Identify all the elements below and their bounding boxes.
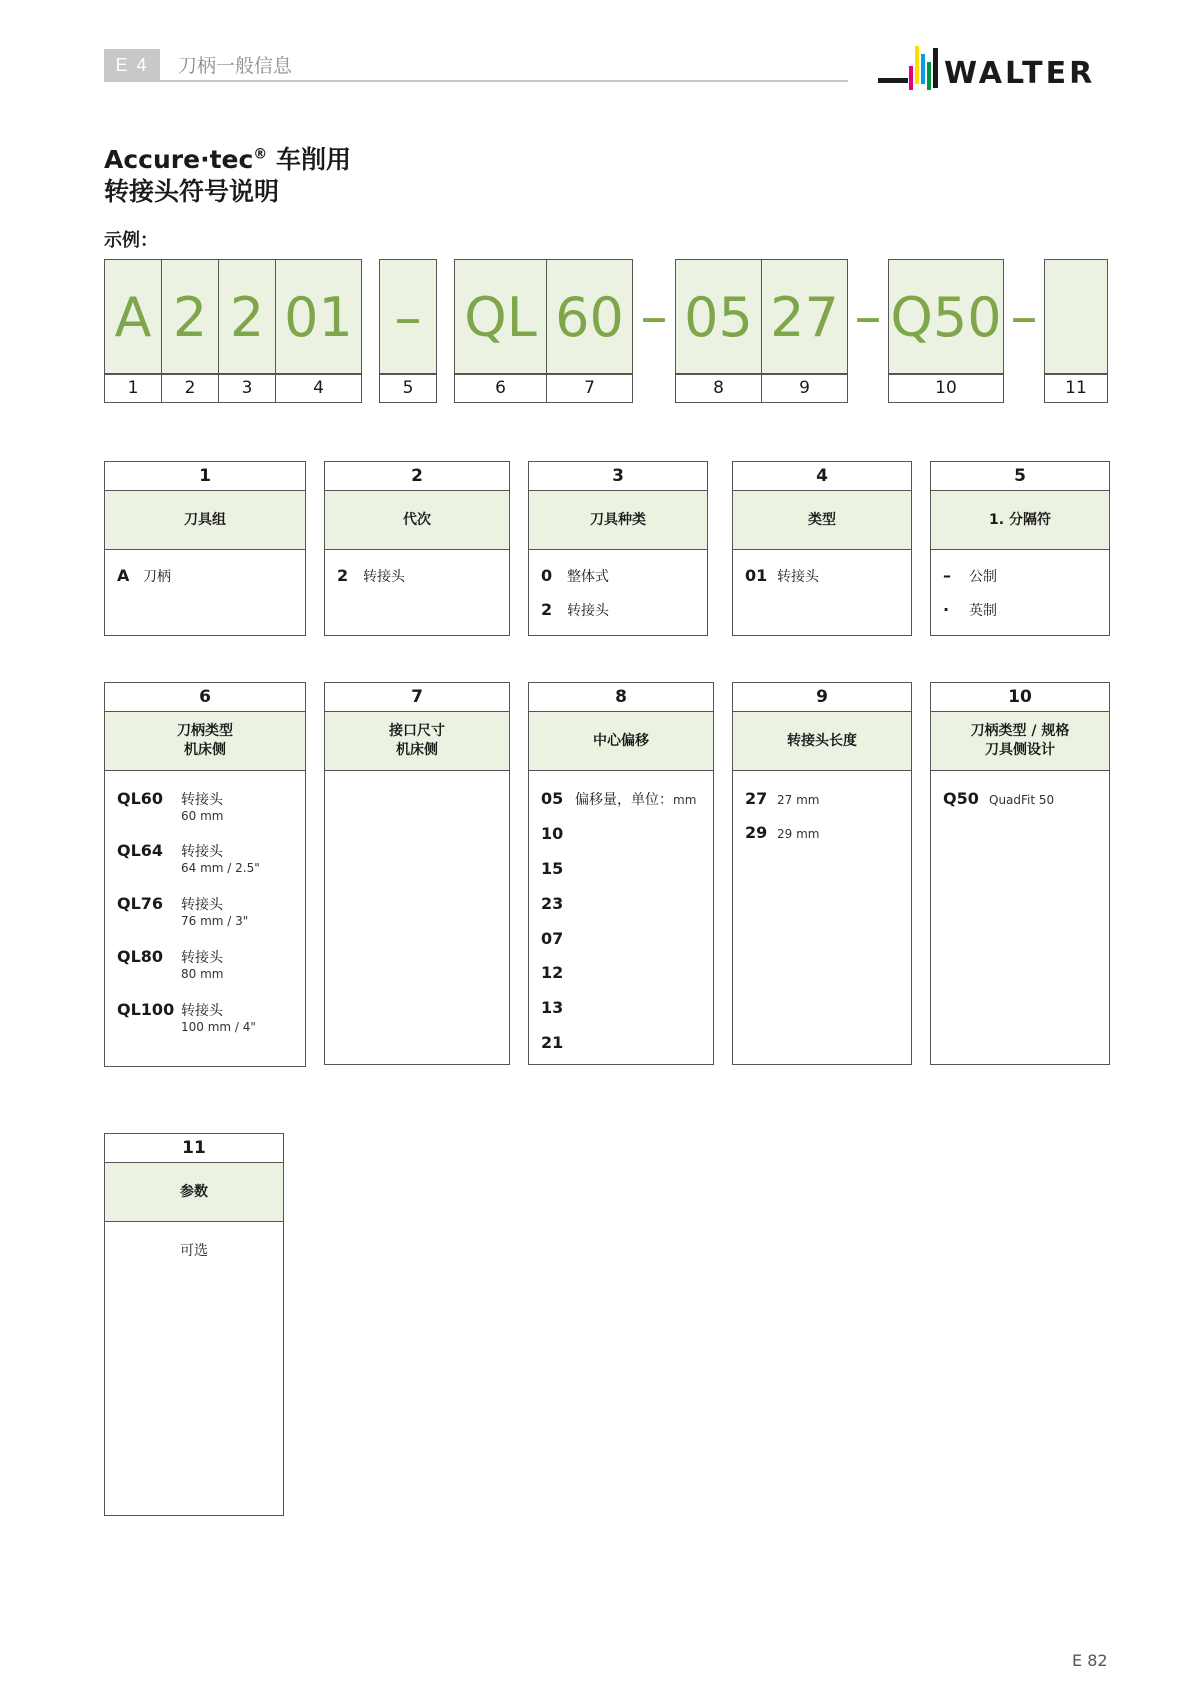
box-separator	[930, 461, 1110, 636]
box-heading	[931, 712, 1109, 771]
heading-line1: 刀柄类型 / 规格	[970, 723, 1070, 739]
box-generation	[324, 461, 510, 636]
registered-mark: ®	[253, 146, 268, 163]
example-separator-1: –	[640, 285, 668, 348]
code: QL64	[117, 841, 164, 860]
example-cell-7: 60	[546, 259, 633, 374]
box-number: 9	[733, 683, 911, 712]
code: 15	[541, 859, 564, 878]
code: 0	[541, 566, 553, 585]
description: QuadFit 50	[989, 793, 1055, 807]
list-item	[541, 859, 563, 878]
example-cell-6: QL	[454, 259, 547, 374]
list-item	[943, 789, 1054, 808]
example-num-9: 9	[761, 374, 848, 403]
code: 12	[541, 963, 564, 982]
box-shank-type-machine	[104, 682, 306, 1067]
description: 29 mm	[777, 827, 820, 841]
box-heading: 1. 分隔符	[931, 491, 1109, 550]
description: 转接头	[567, 603, 609, 619]
section-badge: E 4	[104, 49, 160, 81]
walter-logo-mark	[878, 44, 948, 106]
code: ·	[943, 600, 950, 619]
box-number: 2	[325, 462, 509, 491]
code: QL100	[117, 1000, 175, 1019]
box-tool-kind	[528, 461, 708, 636]
box-heading: 刀具组	[105, 491, 305, 550]
box-type	[732, 461, 912, 636]
box-number: 11	[105, 1134, 283, 1163]
code: A	[117, 566, 130, 585]
list-item	[541, 824, 563, 843]
example-num-4: 4	[275, 374, 362, 403]
example-num-8: 8	[675, 374, 762, 403]
example-cell-11	[1044, 259, 1108, 374]
example-cell-1: A	[104, 259, 162, 374]
example-num-7: 7	[546, 374, 633, 403]
list-item	[117, 947, 223, 982]
title-rest: 车削用	[267, 145, 352, 174]
code: 2	[337, 566, 349, 585]
list-item	[117, 1000, 256, 1035]
box-parameter	[104, 1133, 284, 1516]
list-item	[943, 566, 997, 586]
description: 转接头	[181, 844, 223, 860]
box-center-offset	[528, 682, 714, 1065]
box-number: 1	[105, 462, 305, 491]
list-item	[541, 998, 563, 1017]
list-item	[117, 894, 248, 929]
box-number: 10	[931, 683, 1109, 712]
section-title: 刀柄一般信息	[178, 55, 293, 77]
code: QL60	[117, 789, 164, 808]
example-cell-5: –	[379, 259, 437, 374]
code: QL80	[117, 947, 164, 966]
example-cell-3: 2	[218, 259, 276, 374]
description: 偏移量，单位：	[575, 792, 673, 808]
description: 整体式	[567, 569, 609, 585]
box-number: 4	[733, 462, 911, 491]
example-cell-9: 27	[761, 259, 848, 374]
example-num-10: 10	[888, 374, 1004, 403]
optional-text: 可选	[180, 1243, 208, 1259]
heading-line1: 接口尺寸	[389, 723, 445, 739]
box-heading: 转接头长度	[733, 712, 911, 771]
heading-line2: 机床侧	[184, 742, 226, 758]
list-item	[117, 841, 260, 876]
example-separator-3: –	[1010, 285, 1038, 348]
list-item	[541, 566, 609, 586]
example-num-3: 3	[218, 374, 276, 403]
page-number: E 82	[1072, 1651, 1108, 1670]
title-brand: Accure·tec	[104, 145, 254, 174]
dimension: 100 mm / 4"	[181, 1020, 256, 1034]
code: 23	[541, 894, 564, 913]
walter-logo-text: WALTER	[944, 56, 1096, 91]
header-divider	[104, 80, 848, 82]
list-item	[943, 600, 997, 620]
box-number: 8	[529, 683, 713, 712]
box-heading: 刀具种类	[529, 491, 707, 550]
code: 05	[541, 789, 564, 808]
list-item	[541, 963, 563, 982]
dimension: 80 mm	[181, 967, 224, 981]
heading-line2: 刀具侧设计	[985, 742, 1055, 758]
box-heading: 类型	[733, 491, 911, 550]
example-num-1: 1	[104, 374, 162, 403]
box-heading	[105, 712, 305, 771]
example-separator-2: –	[854, 285, 882, 348]
list-item	[117, 789, 223, 824]
box-interface-size	[324, 682, 510, 1065]
box-number: 6	[105, 683, 305, 712]
box-heading: 中心偏移	[529, 712, 713, 771]
box-heading	[325, 712, 509, 771]
page-title-line2: 转接头符号说明	[104, 177, 280, 206]
code: 01	[745, 566, 768, 585]
description: 转接头	[181, 792, 223, 808]
dimension: 76 mm / 3"	[181, 914, 249, 928]
box-adapter-length	[732, 682, 912, 1065]
example-cell-2: 2	[161, 259, 219, 374]
description: 转接头	[181, 1003, 223, 1019]
page-title-line1	[104, 140, 351, 176]
box-heading: 参数	[105, 1163, 283, 1222]
list-item	[541, 1033, 563, 1052]
box-shank-type-tool	[930, 682, 1110, 1065]
list-item	[745, 789, 819, 808]
description: 转接头	[777, 569, 819, 585]
list-item	[117, 566, 171, 586]
description: 公制	[969, 569, 997, 585]
description: 英制	[969, 603, 997, 619]
description: 转接头	[181, 950, 223, 966]
list-item	[337, 566, 405, 586]
list-item	[541, 894, 563, 913]
box-number: 5	[931, 462, 1109, 491]
dimension: 60 mm	[181, 809, 224, 823]
list-item	[541, 600, 609, 620]
code: QL76	[117, 894, 164, 913]
description: 27 mm	[777, 793, 820, 807]
example-num-11: 11	[1044, 374, 1108, 403]
dimension: 64 mm / 2.5"	[181, 861, 260, 875]
example-num-5: 5	[379, 374, 437, 403]
example-cell-10: Q50	[888, 259, 1004, 374]
code: 07	[541, 929, 564, 948]
code: 10	[541, 824, 564, 843]
code: 27	[745, 789, 768, 808]
code: 13	[541, 998, 564, 1017]
list-item	[745, 823, 819, 842]
code: 21	[541, 1033, 564, 1052]
heading-line1: 刀柄类型	[177, 723, 233, 739]
description: 转接头	[363, 569, 405, 585]
box-heading: 代次	[325, 491, 509, 550]
list-item	[745, 566, 819, 586]
box-number: 7	[325, 683, 509, 712]
unit: mm	[673, 793, 697, 807]
code: 29	[745, 823, 768, 842]
code: –	[943, 566, 951, 585]
example-cell-8: 05	[675, 259, 762, 374]
description: 刀柄	[143, 569, 171, 585]
example-cell-4: 01	[275, 259, 362, 374]
list-item	[541, 929, 563, 948]
code: Q50	[943, 789, 979, 808]
list-item	[541, 789, 696, 809]
heading-line2: 机床侧	[396, 742, 438, 758]
example-num-6: 6	[454, 374, 547, 403]
description: 转接头	[181, 897, 223, 913]
example-num-2: 2	[161, 374, 219, 403]
example-label: 示例：	[104, 230, 158, 251]
box-tool-group	[104, 461, 306, 636]
code: 2	[541, 600, 553, 619]
box-number: 3	[529, 462, 707, 491]
